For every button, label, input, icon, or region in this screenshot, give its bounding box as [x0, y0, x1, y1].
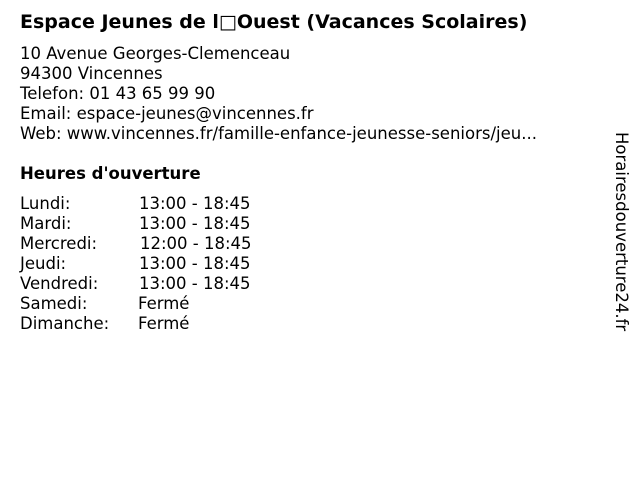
day-label: Mardi: — [20, 214, 72, 233]
street-address: 10 Avenue Georges-Clemenceau — [20, 44, 291, 63]
day-label: Lundi: — [20, 194, 71, 213]
opening-hours-heading: Heures d'ouverture — [20, 164, 201, 183]
day-label: Samedi: — [20, 294, 88, 313]
time-range: Fermé — [138, 294, 190, 313]
time-range: 13:00 - 18:45 — [139, 214, 251, 233]
time-range: 13:00 - 18:45 — [139, 194, 251, 213]
time-range: 13:00 - 18:45 — [139, 274, 251, 293]
website-url: Web: www.vincennes.fr/famille-enfance-jeunesse-seniors/jeu... — [20, 124, 537, 143]
email-address: Email: espace-jeunes@vincennes.fr — [20, 104, 314, 123]
time-range: 12:00 - 18:45 — [140, 234, 252, 253]
venue-title: Espace Jeunes de l□Ouest (Vacances Scolaires) — [20, 11, 528, 33]
time-range: Fermé — [138, 314, 190, 333]
address-block — [20, 44, 537, 144]
phone-number: Telefon: 01 43 65 99 90 — [20, 84, 216, 103]
city-postal-code: 94300 Vincennes — [20, 64, 163, 83]
day-label: Jeudi: — [20, 254, 67, 273]
site-watermark — [611, 132, 633, 372]
day-label: Dimanche: — [20, 314, 110, 333]
day-label: Vendredi: — [20, 274, 99, 293]
watermark-text: Horairesdouverture24.fr — [612, 132, 631, 332]
time-range: 13:00 - 18:45 — [139, 254, 251, 273]
day-label: Mercredi: — [20, 234, 98, 253]
